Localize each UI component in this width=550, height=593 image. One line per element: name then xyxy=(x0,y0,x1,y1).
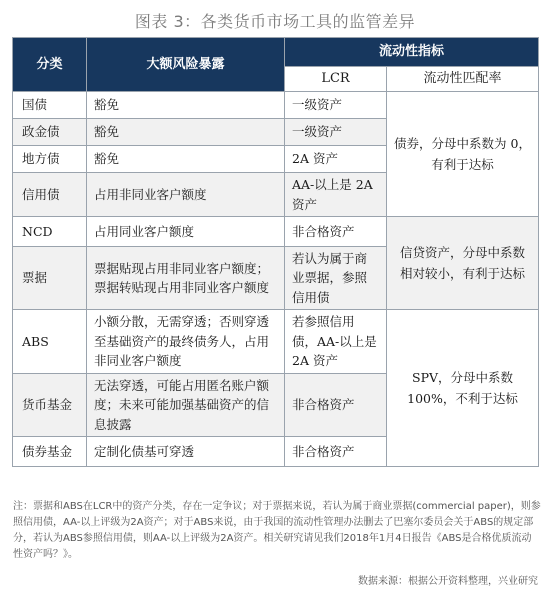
footnote: 注：票据和ABS在LCR中的资产分类，存在一定争议；对于票据来说，若认为属于商业票据(commercial paper)，则参照信用债，AA-以上评级为2A资产；对于ABS来说，由于我国的流动性管理办法删去了巴塞尔委员会关于ABS的规定部分，若认为ABS参照信用债，则AA-以上评级为2A资产。相关研究请见我们2018年1月4日报告《ABS是合格优质流动性资产吗？》。 xyxy=(13,501,541,560)
header-category: 分类 xyxy=(13,38,87,92)
row-lcr: AA-以上是 2A 资产 xyxy=(285,173,387,217)
row-large-exposure: 票据贴现占用非同业客户额度；票据转贴现占用非同业客户额度 xyxy=(87,246,285,309)
row-category: 信用债 xyxy=(13,173,87,217)
row-category: NCD xyxy=(13,216,87,246)
row-large-exposure: 豁免 xyxy=(87,119,285,146)
row-category: ABS xyxy=(13,310,87,374)
row-large-exposure: 豁免 xyxy=(87,146,285,173)
row-category: 地方债 xyxy=(13,146,87,173)
row-lcr: 一级资产 xyxy=(285,119,387,146)
row-category: 债券基金 xyxy=(13,437,87,467)
row-large-exposure: 小额分散，无需穿透；否则穿透至基础资产的最终债务人，占用非同业客户额度 xyxy=(87,310,285,374)
data-source: 数据来源：根据公开资料整理，兴业研究 xyxy=(358,576,538,587)
row-lcr: 若认为属于商业票据，参照信用债 xyxy=(285,246,387,309)
row-category: 货币基金 xyxy=(13,374,87,437)
row-large-exposure: 豁免 xyxy=(87,92,285,119)
regulation-comparison-table xyxy=(12,37,539,467)
header-liquidity-indicators: 流动性指标 xyxy=(285,38,539,67)
row-lcr: 若参照信用债，AA-以上是 2A 资产 xyxy=(285,310,387,374)
row-large-exposure: 占用同业客户额度 xyxy=(87,216,285,246)
header-large-exposure: 大额风险暴露 xyxy=(87,38,285,92)
row-category: 政金债 xyxy=(13,119,87,146)
figure-title: 图表 3：各类货币市场工具的监管差异 xyxy=(134,12,416,31)
row-large-exposure: 定制化债基可穿透 xyxy=(87,437,285,467)
match-group-bonds: 债券，分母中系数为 0，有利于达标 xyxy=(387,92,539,217)
header-lcr: LCR xyxy=(285,67,387,92)
table-row xyxy=(13,310,539,374)
row-lcr: 2A 资产 xyxy=(285,146,387,173)
row-large-exposure: 占用非同业客户额度 xyxy=(87,173,285,217)
row-category: 国债 xyxy=(13,92,87,119)
table-row xyxy=(13,216,539,246)
row-lcr: 非合格资产 xyxy=(285,216,387,246)
header-liquidity-match-ratio: 流动性匹配率 xyxy=(387,67,539,92)
row-lcr: 非合格资产 xyxy=(285,374,387,437)
match-group-spv: SPV，分母中系数 100%，不利于达标 xyxy=(387,310,539,467)
row-category: 票据 xyxy=(13,246,87,309)
row-lcr: 非合格资产 xyxy=(285,437,387,467)
table-row xyxy=(13,92,539,119)
match-group-credit-assets: 信贷资产，分母中系数相对较小，有利于达标 xyxy=(387,216,539,309)
row-lcr: 一级资产 xyxy=(285,92,387,119)
row-large-exposure: 无法穿透，可能占用匿名账户额度；未来可能加强基础资产的信息披露 xyxy=(87,374,285,437)
